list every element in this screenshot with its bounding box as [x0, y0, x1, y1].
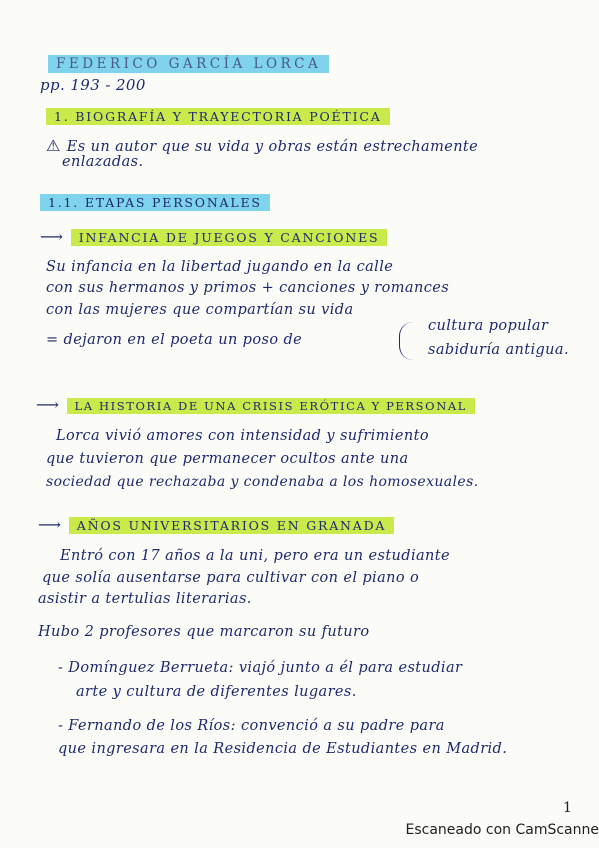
- infancia-line-3: con las mujeres que compartían su vida: [46, 302, 354, 318]
- arrow-right-icon: ⟶: [36, 395, 61, 414]
- warning-icon: ⚠: [46, 136, 61, 155]
- list-item-2-a: - Fernando de los Ríos: convenció a su padre para: [58, 718, 445, 734]
- page-title: [48, 56, 329, 72]
- infancia-line-2: con sus hermanos y primos + canciones y romances: [46, 280, 450, 296]
- arrow-right-icon: ⟶: [40, 227, 65, 246]
- infancia-line-1: Su infancia en la libertad jugando en la calle: [46, 259, 394, 275]
- list-item-2-b: que ingresara en la Residencia de Estudiantes en Madrid.: [58, 741, 508, 757]
- granada-line-3: asistir a tertulias literarias.: [38, 591, 252, 607]
- section-heading-text: 1. BIOGRAFÍA Y TRAYECTORIA POÉTICA: [46, 108, 390, 125]
- curly-brace: [399, 322, 414, 360]
- crisis-line-2: que tuvieron que permanecer ocultos ante una: [46, 451, 409, 467]
- granada-line-4: Hubo 2 profesores que marcaron su futuro: [38, 624, 370, 640]
- section-heading-biografia: [46, 109, 390, 124]
- subheading-text: INFANCIA DE JUEGOS Y CANCIONES: [71, 229, 388, 246]
- brace-item-2: sabiduría antigua.: [428, 342, 569, 358]
- brace-item-1: cultura popular: [428, 318, 549, 334]
- subheading-crisis: [36, 395, 475, 414]
- intro-line-1: [46, 136, 478, 155]
- granada-line-2: que solía ausentarse para cultivar con el piano o: [42, 570, 420, 586]
- section-heading-etapas: [40, 195, 270, 210]
- subheading-granada: [38, 515, 394, 534]
- crisis-line-1: Lorca vivió amores con intensidad y sufrimiento: [56, 428, 429, 444]
- list-item-1-b: arte y cultura de diferentes lugares.: [76, 684, 357, 700]
- scanner-footer: Escaneado con CamScanne: [405, 822, 599, 838]
- intro-line-2: enlazadas.: [62, 154, 144, 170]
- infancia-line-4: = dejaron en el poeta un poso de: [46, 332, 303, 348]
- subheading-infancia: [40, 227, 387, 246]
- subheading-text: LA HISTORIA DE UNA CRISIS ERÓTICA Y PERSONAL: [67, 398, 475, 414]
- title-text: FEDERICO GARCÍA LORCA: [48, 55, 329, 73]
- arrow-right-icon: ⟶: [38, 515, 63, 534]
- subheading-text: AÑOS UNIVERSITARIOS EN GRANADA: [69, 517, 395, 534]
- page-number: 1: [563, 800, 572, 816]
- page-range: pp. 193 - 200: [40, 76, 146, 94]
- list-item-1-a: - Domínguez Berrueta: viajó junto a él para estudiar: [58, 660, 463, 676]
- section-heading-text: 1.1. ETAPAS PERSONALES: [40, 194, 270, 211]
- granada-line-1: Entró con 17 años a la uni, pero era un estudiante: [60, 548, 451, 564]
- intro-text-1: Es un autor que su vida y obras están estrechamente: [66, 139, 479, 155]
- crisis-line-3: sociedad que rechazaba y condenaba a los homosexuales.: [46, 474, 479, 490]
